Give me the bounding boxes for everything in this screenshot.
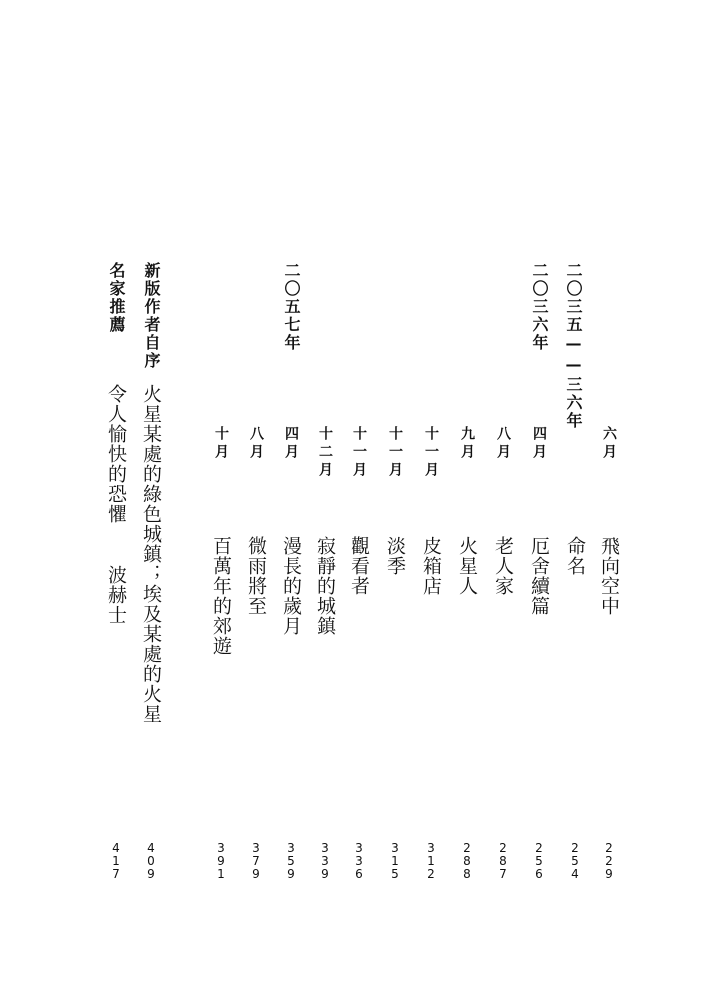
page-digit: 1 xyxy=(217,867,225,881)
front-matter-label: 新版作者自序 xyxy=(142,262,161,370)
front-matter-title[interactable]: 令人愉快的恐懼 xyxy=(105,384,127,524)
entry-page xyxy=(210,842,232,881)
entry-month: 十一月 xyxy=(351,426,367,480)
entry-title[interactable]: 寂靜的城鎮 xyxy=(314,536,336,636)
entry-page xyxy=(280,842,302,881)
entry-month: 十一月 xyxy=(423,426,439,480)
page-digit: 6 xyxy=(535,867,543,881)
page-digit: 5 xyxy=(571,854,579,868)
page-digit: 9 xyxy=(217,854,225,868)
page-digit: 3 xyxy=(321,854,329,868)
entry-title[interactable]: 火星人 xyxy=(456,536,478,596)
page-digit: 8 xyxy=(463,867,471,881)
entry-title[interactable]: 厄舍續篇 xyxy=(528,536,550,616)
entry-title[interactable]: 微雨將至 xyxy=(245,536,267,616)
page-digit: 7 xyxy=(252,854,260,868)
page-digit: 4 xyxy=(571,867,579,881)
page-digit: 8 xyxy=(499,854,507,868)
entry-page xyxy=(564,842,586,881)
page-digit: 2 xyxy=(499,841,507,855)
front-matter-title[interactable]: 火星某處的綠色城鎮；埃及某處的火星 xyxy=(140,384,162,724)
page-digit: 2 xyxy=(605,841,613,855)
page-digit: 2 xyxy=(463,841,471,855)
page-digit: 4 xyxy=(147,841,155,855)
entry-page xyxy=(348,842,370,881)
page-digit: 3 xyxy=(321,841,329,855)
entry-page xyxy=(420,842,442,881)
page-digit: 5 xyxy=(287,854,295,868)
page-digit: 9 xyxy=(321,867,329,881)
entry-title[interactable]: 命名 xyxy=(564,536,586,576)
entry-month: 九月 xyxy=(459,426,475,462)
entry-month: 十月 xyxy=(213,426,229,462)
entry-month: 十一月 xyxy=(387,426,403,480)
page-digit: 9 xyxy=(287,867,295,881)
page-digit: 9 xyxy=(605,867,613,881)
page-digit: 1 xyxy=(427,854,435,868)
page-digit: 3 xyxy=(252,841,260,855)
entry-page xyxy=(384,842,406,881)
page-digit: 5 xyxy=(391,867,399,881)
entry-title[interactable]: 淡季 xyxy=(384,536,406,576)
part-heading: 二〇三六年 xyxy=(530,262,549,352)
page-digit: 7 xyxy=(112,867,120,881)
entry-page xyxy=(456,842,478,881)
page-digit: 4 xyxy=(112,841,120,855)
entry-month: 八月 xyxy=(495,426,511,462)
page-digit: 3 xyxy=(355,841,363,855)
page-digit: 6 xyxy=(355,867,363,881)
page-digit: 2 xyxy=(571,841,579,855)
entry-title[interactable]: 飛向空中 xyxy=(598,536,620,616)
entry-page xyxy=(492,842,514,881)
page-digit: 2 xyxy=(535,841,543,855)
front-matter-author: 波赫士 xyxy=(105,565,127,625)
entry-page xyxy=(314,842,336,881)
page-digit: 8 xyxy=(463,854,471,868)
page-digit: 3 xyxy=(217,841,225,855)
entry-title[interactable]: 觀看者 xyxy=(348,536,370,596)
front-matter-page xyxy=(105,842,127,881)
page-digit: 7 xyxy=(499,867,507,881)
entry-page xyxy=(528,842,550,881)
entry-month: 四月 xyxy=(531,426,547,462)
page-digit: 3 xyxy=(427,841,435,855)
entry-page xyxy=(245,842,267,881)
entry-month: 四月 xyxy=(283,426,299,462)
page-digit: 2 xyxy=(605,854,613,868)
page-digit: 2 xyxy=(427,867,435,881)
entry-month: 十二月 xyxy=(317,426,333,480)
entry-month: 六月 xyxy=(601,426,617,462)
front-matter-label: 名家推薦 xyxy=(107,262,126,334)
entry-month: 八月 xyxy=(248,426,264,462)
page-digit: 0 xyxy=(147,854,155,868)
part-heading: 二〇三五——三六年 xyxy=(564,262,583,430)
page-digit: 1 xyxy=(112,854,120,868)
entry-title[interactable]: 老人家 xyxy=(492,536,514,596)
front-matter-page xyxy=(140,842,162,881)
page-digit: 9 xyxy=(252,867,260,881)
page-digit: 1 xyxy=(391,854,399,868)
page-digit: 3 xyxy=(355,854,363,868)
entry-title[interactable]: 百萬年的郊遊 xyxy=(210,536,232,656)
entry-title[interactable]: 皮箱店 xyxy=(420,536,442,596)
page-digit: 5 xyxy=(535,854,543,868)
entry-title[interactable]: 漫長的歲月 xyxy=(280,536,302,636)
page-digit: 9 xyxy=(147,867,155,881)
page-digit: 3 xyxy=(287,841,295,855)
page-digit: 3 xyxy=(391,841,399,855)
part-heading: 二〇五七年 xyxy=(282,262,301,352)
entry-page xyxy=(598,842,620,881)
